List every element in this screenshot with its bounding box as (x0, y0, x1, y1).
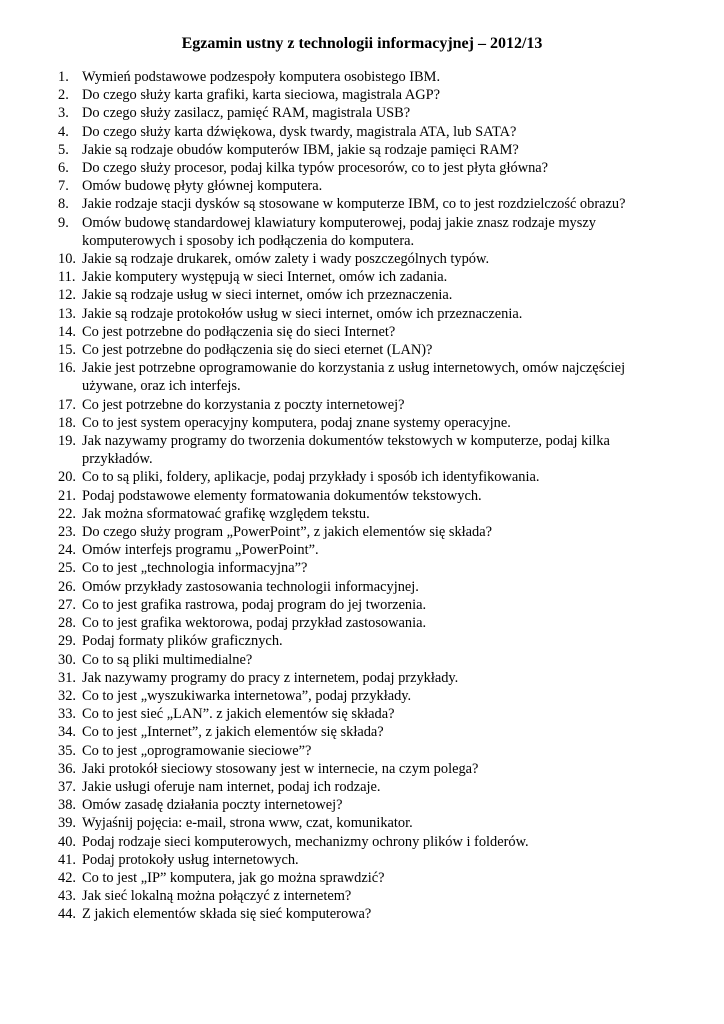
question-text: Jakie są rodzaje obudów komputerów IBM, jakie są rodzaje pamięci RAM? (82, 141, 519, 158)
question-item (58, 614, 678, 632)
question-number: 28. (58, 615, 76, 632)
question-item (58, 869, 678, 887)
question-text: Co to jest grafika wektorowa, podaj przykład zastosowania. (82, 615, 427, 632)
question-item (58, 851, 678, 869)
question-number: 11. (58, 269, 76, 286)
question-item (58, 833, 678, 851)
question-text: Wyjaśnij pojęcia: e-mail, strona www, czat, komunikator. (82, 815, 413, 832)
question-number: 20. (58, 469, 76, 486)
question-text: Omów interfejs programu „PowerPoint”. (82, 542, 319, 559)
question-item (58, 669, 678, 687)
question-item (58, 396, 678, 414)
question-text: Wymień podstawowe podzespoły komputera osobistego IBM. (82, 69, 441, 85)
question-text: Co to jest „wyszukiwarka internetowa”, podaj przykłady. (82, 687, 412, 704)
question-item (58, 723, 678, 741)
question-text: Jakie są rodzaje drukarek, omów zalety i wady poszczególnych typów. (82, 251, 490, 268)
question-text: Co to jest „Internet”, z jakich elementów się składa? (82, 724, 384, 741)
question-text: Podaj podstawowe elementy formatowania dokumentów tekstowych. (82, 487, 482, 504)
question-text: Jakie jest potrzebne oprogramowanie do korzystania z usług internetowych, omów najczęściej używane, oraz ich interfejs. (82, 360, 626, 395)
question-text: Jakie są rodzaje usług w sieci internet, omów ich przeznaczenia. (82, 287, 453, 304)
question-item (58, 341, 678, 359)
question-number: 2. (58, 87, 69, 104)
question-item (58, 505, 678, 523)
question-text: Co jest potrzebne do podłączenia się do sieci Internet? (82, 323, 396, 340)
question-item (58, 778, 678, 796)
question-item (58, 214, 678, 250)
question-text: Do czego służy karta grafiki, karta sieciowa, magistrala AGP? (82, 87, 441, 104)
question-number: 40. (58, 833, 76, 850)
question-number: 35. (58, 742, 76, 759)
question-text: Co to jest grafika rastrowa, podaj program do jej tworzenia. (82, 596, 427, 613)
question-number: 36. (58, 760, 76, 777)
question-number: 5. (58, 141, 69, 158)
question-text: Co to jest „IP” komputera, jak go można sprawdzić? (82, 869, 385, 886)
question-number: 6. (58, 160, 69, 177)
question-text: Co to jest „technologia informacyjna”? (82, 560, 308, 577)
question-number: 17. (58, 396, 76, 413)
question-text: Jakie usługi oferuje nam internet, podaj ich rodzaje. (82, 778, 381, 795)
question-item (58, 123, 678, 141)
question-text: Omów przykłady zastosowania technologii informacyjnej. (82, 578, 419, 595)
question-number: 19. (58, 433, 76, 450)
question-item (58, 177, 678, 195)
question-text: Z jakich elementów składa się sieć komputerowa? (82, 906, 372, 923)
question-number: 16. (58, 360, 76, 377)
question-item (58, 86, 678, 104)
question-item (58, 796, 678, 814)
question-item (58, 632, 678, 650)
question-item (58, 523, 678, 541)
question-list (58, 68, 678, 924)
question-item (58, 578, 678, 596)
question-text: Jak nazywamy programy do tworzenia dokumentów tekstowych w komputerze, podaj kilka przykładów. (82, 433, 610, 468)
question-item (58, 104, 678, 122)
question-item (58, 742, 678, 760)
question-text: Do czego służy program „PowerPoint”, z jakich elementów się składa? (82, 524, 492, 541)
question-text: Co to jest sieć „LAN”. z jakich elementów się składa? (82, 706, 395, 723)
question-number: 39. (58, 815, 76, 832)
question-item (58, 323, 678, 341)
question-item (58, 286, 678, 304)
question-item (58, 651, 678, 669)
question-number: 18. (58, 414, 76, 431)
question-item (58, 541, 678, 559)
question-number: 23. (58, 524, 76, 541)
question-number: 41. (58, 851, 76, 868)
question-number: 21. (58, 487, 76, 504)
question-item (58, 359, 678, 395)
question-number: 12. (58, 287, 76, 304)
question-number: 25. (58, 560, 76, 577)
question-item (58, 250, 678, 268)
question-item (58, 814, 678, 832)
question-item (58, 559, 678, 577)
question-number: 8. (58, 196, 69, 213)
question-text: Jak sieć lokalną można połączyć z internetem? (82, 888, 352, 905)
question-text: Jaki protokół sieciowy stosowany jest w internecie, na czym polega? (82, 760, 479, 777)
question-text: Jakie rodzaje stacji dysków są stosowane w komputerze IBM, co to jest rozdzielczość obrazu? (82, 196, 626, 213)
question-number: 31. (58, 669, 76, 686)
question-item (58, 432, 678, 468)
question-text: Do czego służy zasilacz, pamięć RAM, magistrala USB? (82, 105, 411, 122)
question-item (58, 141, 678, 159)
question-number: 22. (58, 505, 76, 522)
question-number: 24. (58, 542, 76, 559)
question-text: Co to jest system operacyjny komputera, podaj znane systemy operacyjne. (82, 414, 511, 431)
question-number: 32. (58, 687, 76, 704)
question-item (58, 68, 678, 86)
question-item (58, 159, 678, 177)
question-number: 42. (58, 869, 76, 886)
question-text: Jakie są rodzaje protokołów usług w sieci internet, omów ich przeznaczenia. (82, 305, 523, 322)
question-text: Podaj protokoły usług internetowych. (82, 851, 299, 868)
question-item (58, 487, 678, 505)
question-number: 3. (58, 105, 69, 122)
question-number: 34. (58, 724, 76, 741)
question-number: 1. (58, 69, 69, 85)
page-title: Egzamin ustny z technologii informacyjnej – 2012/13 (181, 35, 543, 52)
question-text: Jak można sformatować grafikę względem tekstu. (82, 505, 370, 522)
question-number: 15. (58, 342, 76, 359)
question-text: Co jest potrzebne do podłączenia się do sieci eternet (LAN)? (82, 342, 433, 359)
question-number: 13. (58, 305, 76, 322)
question-item (58, 596, 678, 614)
question-number: 43. (58, 888, 76, 905)
question-text: Omów budowę standardowej klawiatury komputerowej, podaj jakie znasz rodzaje myszy komputerowych i sposoby ich podłączenia do komputera. (82, 214, 596, 249)
question-item (58, 195, 678, 213)
question-number: 37. (58, 778, 76, 795)
question-number: 10. (58, 251, 76, 268)
question-number: 4. (58, 123, 69, 140)
question-number: 9. (58, 214, 69, 231)
question-number: 30. (58, 651, 76, 668)
question-text: Omów budowę płyty głównej komputera. (82, 178, 323, 195)
question-item (58, 414, 678, 432)
question-text: Omów zasadę działania poczty internetowej? (82, 797, 343, 814)
question-text: Do czego służy karta dźwiękowa, dysk twardy, magistrala ATA, lub SATA? (82, 123, 517, 140)
question-item (58, 705, 678, 723)
question-item (58, 760, 678, 778)
question-number: 33. (58, 706, 76, 723)
question-item (58, 305, 678, 323)
question-text: Co to jest „oprogramowanie sieciowe”? (82, 742, 312, 759)
question-text: Podaj formaty plików graficznych. (82, 633, 283, 650)
question-number: 38. (58, 797, 76, 814)
question-item (58, 268, 678, 286)
question-item (58, 887, 678, 905)
question-text: Jak nazywamy programy do pracy z internetem, podaj przykłady. (82, 669, 459, 686)
question-number: 44. (58, 906, 76, 923)
question-text: Podaj rodzaje sieci komputerowych, mechanizmy ochrony plików i folderów. (82, 833, 529, 850)
question-number: 26. (58, 578, 76, 595)
question-number: 29. (58, 633, 76, 650)
question-item (58, 905, 678, 923)
question-number: 14. (58, 323, 76, 340)
question-text: Co jest potrzebne do korzystania z poczty internetowej? (82, 396, 405, 413)
question-number: 7. (58, 178, 69, 195)
question-number: 27. (58, 596, 76, 613)
question-text: Co to są pliki, foldery, aplikacje, podaj przykłady i sposób ich identyfikowania. (82, 469, 540, 486)
question-text: Jakie komputery występują w sieci Internet, omów ich zadania. (82, 269, 448, 286)
question-item (58, 687, 678, 705)
question-text: Do czego służy procesor, podaj kilka typów procesorów, co to jest płyta główna? (82, 160, 549, 177)
question-item (58, 468, 678, 486)
question-text: Co to są pliki multimedialne? (82, 651, 253, 668)
